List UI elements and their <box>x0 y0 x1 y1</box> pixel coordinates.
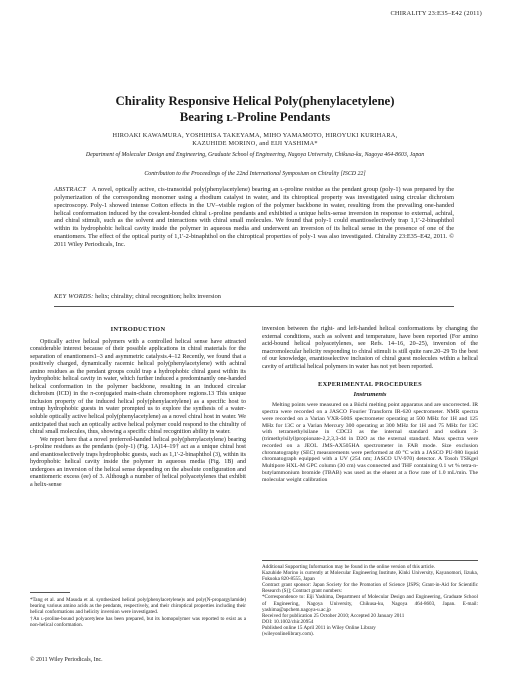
author-list <box>40 132 470 148</box>
introduction-heading: INTRODUCTION <box>110 326 166 333</box>
section-divider <box>54 306 454 307</box>
article-info-divider <box>262 560 478 561</box>
footnote-divider <box>30 592 70 593</box>
methods-text <box>262 402 478 483</box>
published-online: Published online 15 April 2011 in Wiley Online Library <box>262 624 376 631</box>
grant-note: Contract grant sponsor: Japan Society for the Promotion of Science [JSPS; Grant-in-Aid for Scientific Research (S)]; Contract grant numbers: <box>262 582 478 595</box>
title-line-2: Bearing ʟ-Proline Pendants <box>179 109 331 124</box>
left-column <box>30 326 246 489</box>
keywords <box>54 293 454 300</box>
intro-paragraph-3: inversion between the right- and left-handed helical conformations by changing the external conditions, such as solvent and temperature, have been reported (For amino acid-bound helical polyacetylenes, see Refs. 14–16, 20–25), inversion of the macromolecular helicity responding to chiral stimuli is still quite rare.20–29 To the best of our knowledge, enantioselective inclusion of chiral guest molecules within a helical cavity of artificial helical polymers in water has not yet been reported. <box>262 326 478 370</box>
doi: DOI: 10.1002/chir.20954 <box>262 618 314 625</box>
right-column <box>262 326 478 483</box>
intro-paragraph-1: Optically active helical polymers with a controlled helical sense have attracted considerable interest because of their possible applications in chiral materials for the separation of enantiomers1–3 and asymmetric catalysis.4–12 Recently, we found that a positively charged, dynamically racemic helical poly(phenylacetylene) with achiral amino residues as the pendant groups could trap a hydrophobic chiral guest within its hydrophobic helical cavity in water, which further induced a predominantly one-handed helical conformation in the polymer backbone, resulting in an induced circular dichroism (ICD) in the π-conjugated main-chain chromophore regions.13 This unique inclusion property of the induced helical poly(phenylacetylene) as a specific host to entrap hydrophobic guests in water prompted us to explore the synthesis of a water-soluble optically active helical poly(phenylacetylene) as a novel chiral host in water. We anticipated that such an optically active helical polymer could respond to the chirality of chiral small molecules, thus, showing a specific chiral recognition ability in water. <box>30 338 246 436</box>
received-dates: Received for publication 25 October 2010; Accepted 20 January 2011 <box>262 612 405 619</box>
copyright: © 2011 Wiley Periodicals, Inc. <box>30 657 103 663</box>
authors-line-1: HIROAKI KAWAMURA, YOSHIHISA TAKEYAMA, MIHO YAMAMOTO, HIROYUKI KURIHARA, <box>112 132 398 139</box>
title-line-1: Chirality Responsive Helical Poly(phenylacetylene) <box>115 94 395 108</box>
instruments-subheading: Instruments <box>353 390 387 398</box>
authors-line-2: KAZUHIDE MORINO, and EIJI YASHIMA* <box>192 140 318 148</box>
correspondence-note: *Correspondence to: Eiji Yashima, Department of Molecular Design and Engineering, Graduate School of Engineering, Nagoya University, Chikusa-ku, Nagoya 464-8603, Japan. E-mail: yashima@apchem.nagoya-u.ac.jp <box>262 594 478 613</box>
abstract-label: ABSTRACT <box>54 186 87 193</box>
affiliation: Department of Molecular Design and Engineering, Graduate School of Engineering, Nagoya University, Chikusa-ku, Nagoya 464-8603, Japan <box>85 152 425 158</box>
footnote-2: †An ʟ-proline-bound polyacetylene has been prepared, but its homopolymer was reported to exist as a non-helical conformation. <box>30 616 246 629</box>
keywords-label: KEY WORDS: <box>54 293 94 300</box>
instruments-paragraph: Melting points were measured on a Büchi melting point apparatus and are uncorrected. IR spectra were recorded on a JASCO Fourier Transform IR-620 spectrometer. NMR spectra were recorded on a Varian VXR-500S spectrometer operating at 500 MHz for 1H and 125 MHz for 13C or a Varian Mercury 300 operating at 300 MHz for 1H and 75 MHz for 13C with tetramethylsilane in CDCl3 as the internal standard and sodium 3-(trimethylsilyl)propionate-2,2,3,3-d4 in D2O as the external standard. Mass spectra were recorded on a JEOL JMS-AX505HA spectrometer in FAB mode. Size exclusion chromatography (SEC) measurements were performed at 40 °C with a JASCO PU-980 liquid chromatograph equipped with a UV (254 nm; JASCO UV-970) detector. A Tosoh TSKgel Multipore HXL-M GPC column (30 cm) was connected and THF containing 0.1 wt % tetra-n-butylammonium bromide (TBAB) was used as the eluent at a flow rate of 1.0 mL/min. The molecular weight calibration <box>262 402 478 483</box>
abstract-text: A novel, optically active, cis-transoidal poly(phenylacetylene) bearing an ʟ-proline residue as the pendant group (poly-1) was prepared by the polymerization of the corresponding monomer using a rhodium catalyst in water, and its chiroptical property was investigated using circular dichroism spectroscopy. Poly-1 showed intense Cotton effects in the UV–visible region of the polymer backbone in water, resulting from the prevailing one-handed helical conformation induced by the covalent-bonded chiral ʟ-proline pendants and exhibited a unique helix-sense inversion in response to external, achiral, and chiral stimuli, such as the solvent and interactions with chiral small molecules. We found that poly-1 could enantioselectively trap 1,1′-2-binaphthol within its hydrophobic helical cavity inside the polymer in aqueous media and underwent an inversion of its helical sense in the presence of one of the enantiomers. The effect of the optical purity of 1,1′-2-binaphthol on the chiroptical properties of poly-1 was also investigated. Chirality 23:E35–E42, 2011. © 2011 Wiley Periodicals, Inc. <box>54 186 454 248</box>
article-title <box>0 94 510 125</box>
keywords-text: helix; chirality; chiral recognition; helix inversion <box>95 293 221 300</box>
running-head: CHIRALITY 23:E35–E42 (2011) <box>390 10 482 17</box>
footnote-1: *Tang et al. and Masuda et al. synthesized helical poly(phenylacetylene)s and poly(N-propargylamide) bearing various amino acids as the pendants, respectively, and their chiroptical properties including their helical conformations and helicity inversion were investigated. <box>30 597 246 616</box>
intro-paragraph-2: We report here that a novel preferred-handed helical poly(phenylacetylene) bearing ʟ-proline residues as the pendants (poly-1) (Fig. 1A)14–19† act as a unique chiral host and enantioselectively traps hydrophobic guests, such as 1,1′-2-binaphthol (3), within its hydrophobic helical cavity inside the polymer in aqueous media (Fig. 1B) and undergoes an inversion of the helical sense depending on the absolute configuration and enantiomeric excess (ee) of 3. Although a number of helical polyacetylenes that exhibit a helix-sense <box>30 436 246 488</box>
supporting-info-note: Additional Supporting Information may be found in the online version of this article. <box>262 564 436 570</box>
footnotes <box>30 592 246 629</box>
article-info <box>262 560 478 637</box>
contribution-note: Contribution to the Proceedings of the 22nd International Symposium on Chirality [ISCD 22] <box>144 171 366 177</box>
experimental-heading: EXPERIMENTAL PROCEDURES <box>318 381 422 389</box>
library-url: (wileyonlinelibrary.com). <box>262 631 315 638</box>
abstract <box>54 186 454 249</box>
present-address-note: Kazuhide Morino is currently at Molecular Engineering Institute, Kinki University, Kayanomori, Iizuka, Fukuoka 820-8555, Japan <box>262 570 478 583</box>
